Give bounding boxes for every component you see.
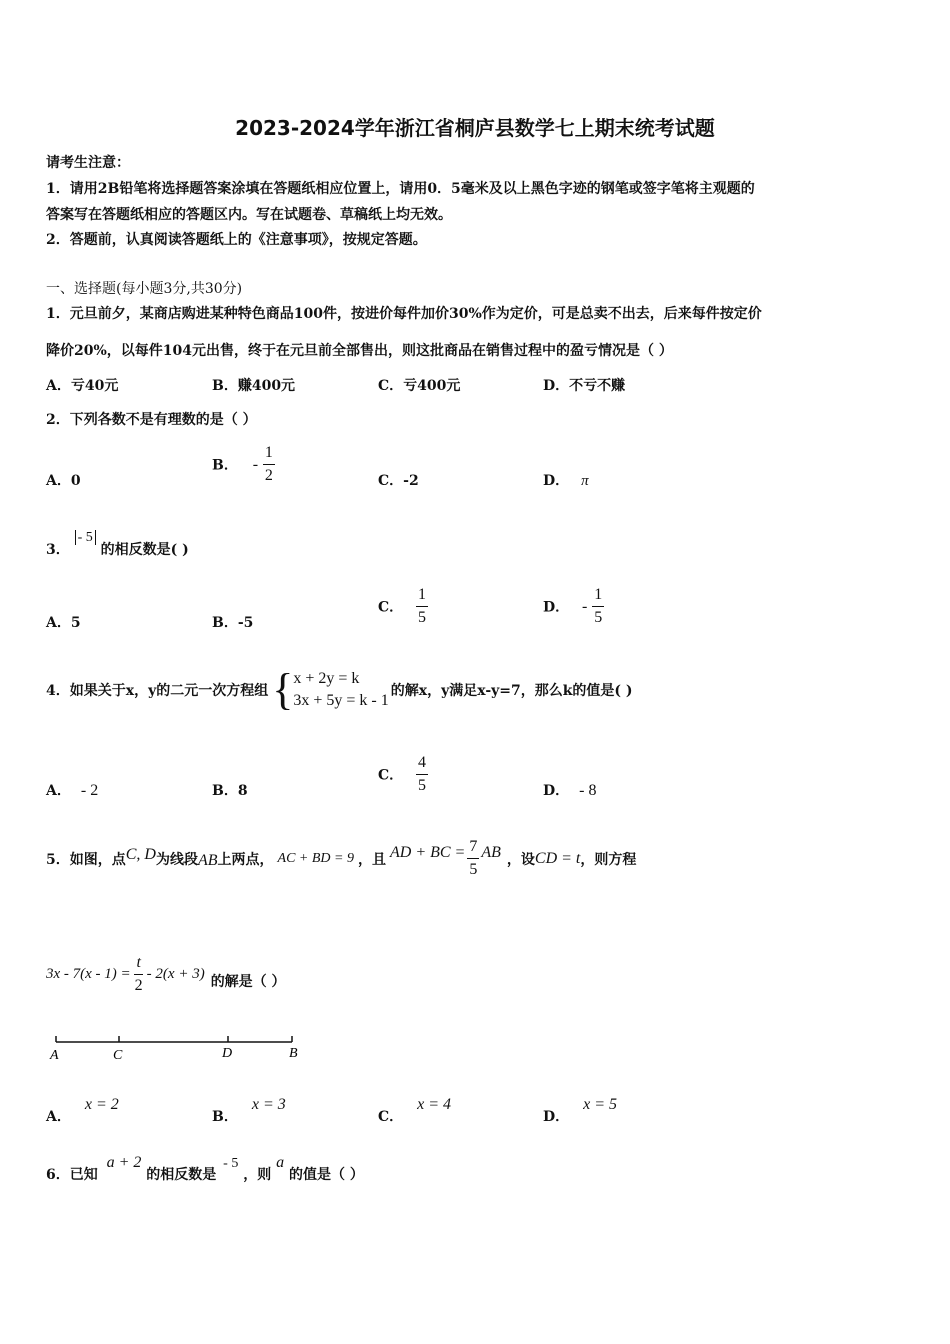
q3-fraction-c: $\frac{1}{5}$	[418, 586, 427, 626]
q3-option-a: A．5	[46, 615, 81, 631]
q4-equation-system: x + 2y = k 3x + 5y = k - 1	[293, 670, 389, 709]
q1-option-d: D．不亏不赚	[543, 378, 626, 394]
label-b: B	[289, 1046, 298, 1061]
q5-equation: 3x - 7(x - 1) = $\frac{t}{2}$ - 2(x + 3) 的解是（ ）	[46, 954, 286, 994]
q4-option-a: A． - 2	[46, 782, 99, 799]
q2-fraction: $\frac{1}{2}$	[264, 444, 273, 484]
q2-option-d: D． π	[543, 473, 589, 489]
q1-stem-line2: 降价20%，以每件104元出售，终于在元旦前全部售出，则这批商品在销售过程中的盈亏情况是（ ）	[46, 343, 673, 359]
q1-option-c: C．亏400元	[378, 378, 461, 394]
q4-option-d: D． - 8	[543, 782, 597, 799]
q3-fraction-d: $\frac{1}{5}$	[594, 586, 603, 626]
q3-option-b: B．-5	[212, 615, 254, 631]
q1-stem-line1: 1．元旦前夕，某商店购进某种特色商品100件，按进价每件加价30%作为定价，可是总卖不出去，后来每件按定价	[46, 306, 762, 322]
notice-heading: 请考生注意：	[46, 155, 130, 171]
q2-option-c: C．-2	[378, 473, 419, 489]
section-heading: 一、选择题(每小题3分,共30分)	[46, 281, 243, 297]
q4-brace: {	[272, 665, 294, 714]
q3-option-d: D． - $\frac{1}{5}$	[543, 586, 603, 626]
label-c: C	[113, 1048, 123, 1063]
q3-stem: 3． - 5 的相反数是( )	[46, 530, 189, 558]
q3-option-c: C． $\frac{1}{5}$	[378, 586, 427, 626]
q5-option-c: C．x = 4	[378, 1096, 452, 1125]
q2-stem: 2．下列各数不是有理数的是（ ）	[46, 412, 257, 428]
q5-option-b: B．x = 3	[212, 1096, 286, 1125]
page-title: 2023-2024学年浙江省桐庐县数学七上期末统考试题	[235, 116, 715, 140]
q5-option-d: D．x = 5	[543, 1096, 618, 1125]
q2-option-b: B． - $\frac{1}{2}$	[212, 444, 273, 484]
q5-fraction: $\frac{7}{5}$	[469, 838, 478, 878]
q5-option-a: A．x = 2	[46, 1096, 119, 1125]
label-d: D	[222, 1046, 233, 1061]
q5-figure-line-segment	[46, 1030, 316, 1070]
q4-fraction-c: $\frac{4}{5}$	[418, 754, 427, 794]
notice-line-2: 2．答题前，认真阅读答题纸上的《注意事项》，按规定答题。	[46, 232, 427, 248]
notice-line-1: 1．请用2B铅笔将选择题答案涂填在答题纸相应位置上，请用0．5毫米及以上黑色字迹的钢笔或签字笔将主观题的	[46, 181, 755, 197]
q1-option-a: A．亏40元	[46, 378, 119, 394]
q4-option-b: B．8	[212, 783, 248, 799]
q5-eq-fraction: $\frac{t}{2}$	[134, 954, 143, 994]
q2-option-a: A．0	[46, 473, 81, 489]
q5-stem: 5．如图，点 C, D 为线段 AB 上两点， AC + BD = 9 ，且 AD + BC = $\frac{7}{5}$ AB ，设 CD = t ，则方程	[46, 838, 637, 878]
label-a: A	[50, 1048, 59, 1063]
q4-option-c: C． $\frac{4}{5}$	[378, 754, 427, 794]
q1-option-b: B．赚400元	[212, 378, 296, 394]
q4-stem: 4．如果关于x，y的二元一次方程组 { x + 2y = k 3x + 5y = k - 1 的解x，y满足x-y=7，那么k的值是( )	[46, 665, 633, 714]
q6-stem: 6．已知 a + 2 的相反数是 - 5 ，则 a 的值是（ ）	[46, 1154, 364, 1183]
notice-line-1b: 答案写在答题纸相应的答题区内。写在试题卷、草稿纸上均无效。	[46, 207, 452, 223]
